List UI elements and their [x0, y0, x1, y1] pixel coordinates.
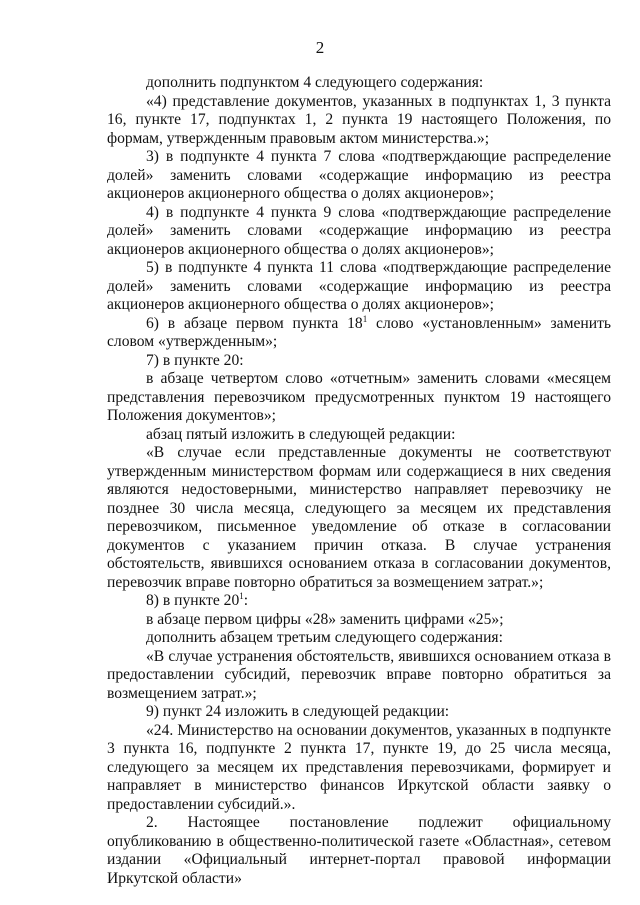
superscript-one: 1: [239, 591, 244, 601]
paragraph-item-3: 3) в подпункте 4 пункта 7 слова «подтверждающие распределение долей» заменить словами «содержащие информацию из реестра акционеров акционерного общества о долях акционеров»;: [107, 148, 611, 202]
paragraph-item-6: [107, 315, 611, 352]
paragraph-item-8-start: 8) в пункте 20: [146, 592, 240, 609]
paragraph-item-7-quote: «В случае если представленные документы не соответствуют утвержденным министерством формам или содержащиеся в них сведения являются недостоверными, министерство направляет перевозчику не позднее 30 числа месяца, следующего за месяцем их представления перевозчиком, письменное уведомление об отказе в согласовании документов с указанием причин отказа. В случае устранения обстоятельств, явившихся основанием отказа в согласовании документов, перевозчик вправе повторно обратиться за возмещением затрат.»;: [107, 444, 611, 591]
paragraph-item-5: 5) в подпункте 4 пункта 11 слова «подтверждающие распределение долей» заменить словами «содержащие информацию из реестра акционеров акционерного общества о долях акционеров»;: [107, 259, 611, 313]
paragraph-item-8-abzac-1: в абзаце первом цифры «28» заменить цифрами «25»;: [146, 610, 504, 628]
paragraph-item-9-quote: «24. Министерство на основании документов, указанных в подпункте 3 пункта 16, подпункте 2 пункта 17, пункте 19, до 25 числа месяца, следующего за месяцем их представления перевозчиками, формирует и направляет в министерство финансов Иркутской области заявку о предоставлении субсидий.».: [107, 721, 611, 813]
paragraph-publication: 2. Настоящее постановление подлежит официальному опубликованию в общественно-политической газете «Областная», сетевом издании «Официальный интернет-портал правовой информации Иркутской области»: [107, 814, 611, 887]
paragraph-item-7-abzac-5: абзац пятый изложить в следующей редакции:: [146, 425, 456, 443]
paragraph-item-6-end: слово «установленным» заменить словом «утвержденным»;: [107, 314, 611, 350]
paragraph-item-8: [107, 592, 611, 611]
superscript-one: 1: [362, 313, 368, 324]
paragraph-item-4: 4) в подпункте 4 пункта 9 слова «подтверждающие распределение долей» заменить словами «содержащие информацию из реестра акционеров акционерного общества о долях акционеров»;: [107, 203, 611, 258]
paragraph-item-6-start: 6) в абзаце первом пункта 18: [146, 314, 363, 332]
paragraph-item-8-quote: «В случае устранения обстоятельств, явившихся основанием отказа в предоставлении субсидий, перевозчик вправе повторно обратиться за возмещением затрат.»;: [107, 647, 611, 702]
paragraph-item-9: 9) пункт 24 изложить в следующей редакции:: [146, 703, 450, 720]
paragraph-subpoint-4-content: «4) представление документов, указанных в подпунктах 1, 3 пункта 16, пункте 17, подпунктах 1, 2 пункта 19 настоящего Положения, по формам, утвержденным правовым актом министерства.»;: [107, 92, 611, 147]
paragraph-item-7: 7) в пункте 20:: [146, 351, 244, 369]
paragraph-add-subpoint-4: дополнить подпунктом 4 следующего содержания:: [146, 74, 484, 91]
paragraph-item-8-add-abzac: дополнить абзацем третьим следующего содержания:: [146, 629, 503, 646]
paragraph-item-8-end: :: [243, 592, 249, 609]
page-number: 2: [315, 38, 325, 57]
document-body: [107, 74, 611, 888]
paragraph-item-7-abzac-4: в абзаце четвертом слово «отчетным» заменить словами «месяцем представления перевозчиком предусмотренных пунктом 19 настоящего Положения документов»;: [107, 370, 611, 424]
